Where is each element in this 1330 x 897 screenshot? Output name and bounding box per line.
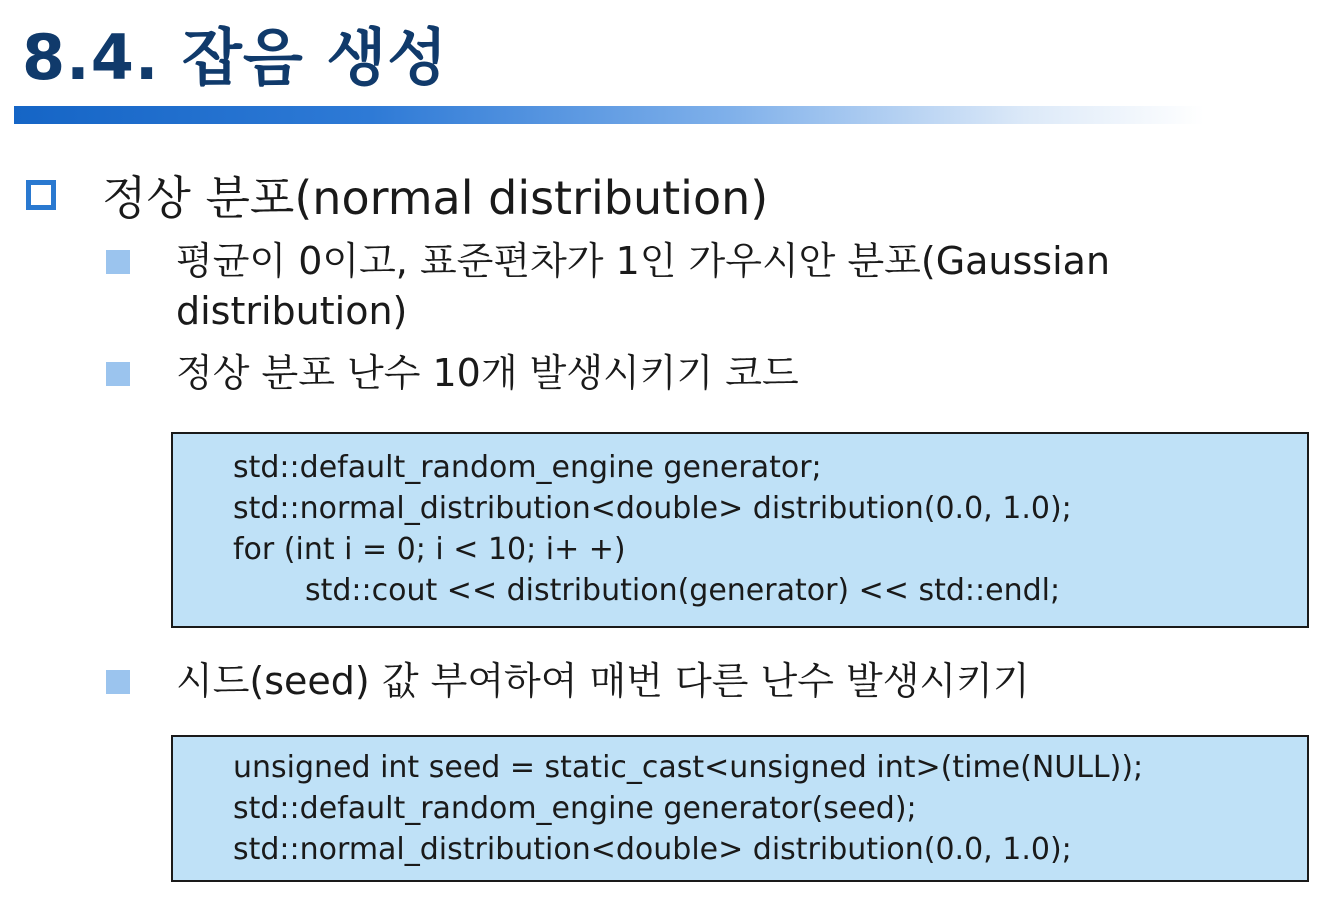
code-line: for (int i = 0; i < 10; i+ +)	[233, 532, 626, 567]
code-block-1	[171, 432, 1309, 628]
code-line: std::default_random_engine generator(seed);	[233, 791, 917, 826]
code-line: std::default_random_engine generator;	[233, 450, 822, 485]
bullet-item-2	[106, 348, 1256, 398]
title-underline	[14, 106, 1204, 124]
square-bullet-icon	[106, 670, 130, 694]
code-line: std::normal_distribution<double> distribution(0.0, 1.0);	[233, 491, 1072, 526]
level1-text: 정상 분포(normal distribution)	[102, 171, 769, 225]
square-bullet-icon	[106, 362, 130, 386]
slide-title: 8.4. 잡음 생성	[22, 21, 449, 94]
square-bullet-icon	[106, 250, 130, 274]
bullet-text-2: 정상 분포 난수 10개 발생시키기 코드	[176, 351, 799, 395]
code-block-2	[171, 735, 1309, 882]
bullet-item-3	[106, 656, 1256, 706]
bullet-item-1	[106, 236, 1256, 336]
code-line: std::normal_distribution<double> distribution(0.0, 1.0);	[233, 832, 1072, 867]
level1-item	[26, 162, 768, 228]
code-line: std::cout << distribution(generator) << std::endl;	[305, 573, 1061, 608]
bullet-text-3: 시드(seed) 값 부여하여 매번 다른 난수 발생시키기	[176, 659, 1030, 703]
hollow-square-bullet-icon	[26, 180, 56, 210]
code-line: unsigned int seed = static_cast<unsigned int>(time(NULL));	[233, 750, 1144, 785]
bullet-text-1: 평균이 0이고, 표준편차가 1인 가우시안 분포(Gaussian distribution)	[176, 239, 1111, 333]
